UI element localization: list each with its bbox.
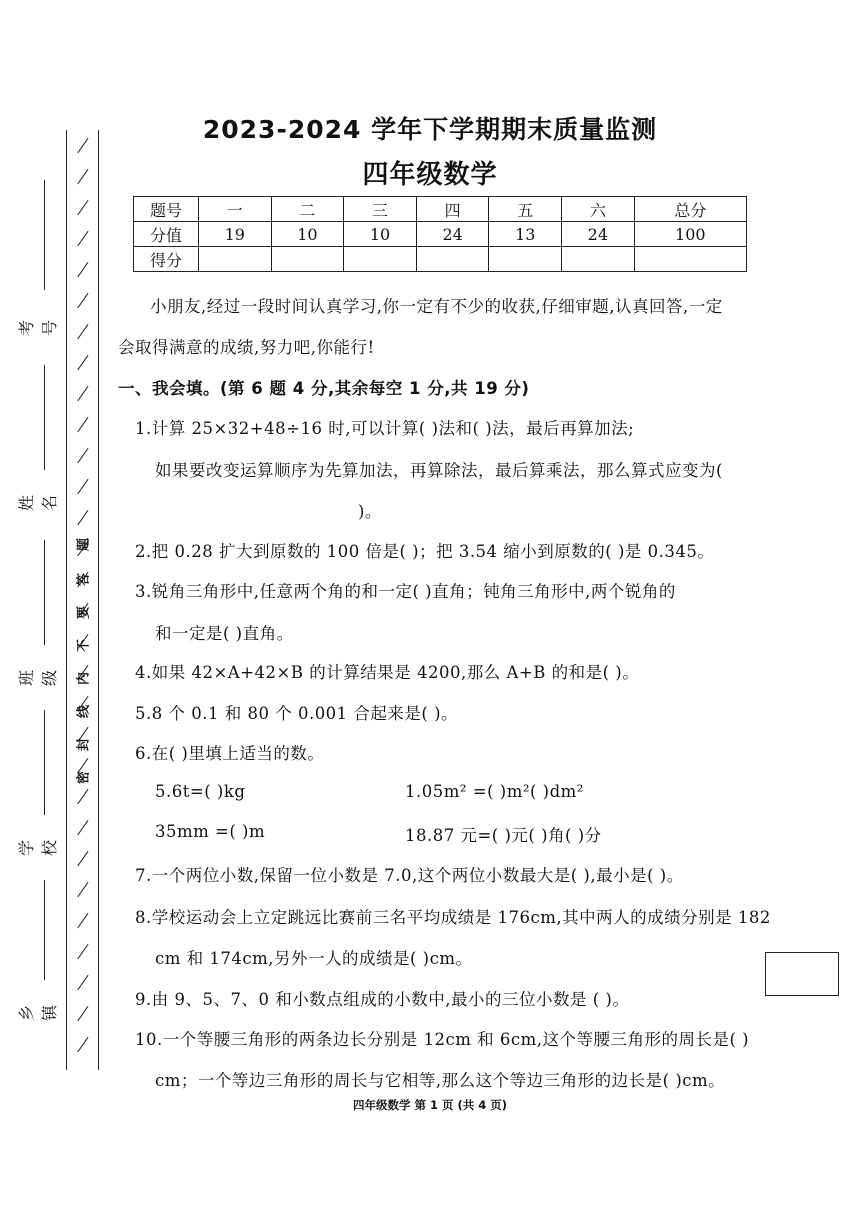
seal-char: 题 — [76, 538, 92, 552]
question-8-line-1: 8.学校运动会上立定跳远比赛前三名平均成绩是 176cm,其中两人的成绩分别是 182 — [135, 908, 771, 927]
table-cell: 19 — [199, 222, 272, 247]
score-input-cell[interactable] — [199, 247, 272, 272]
binding-line-right — [98, 130, 99, 1070]
town-label: 乡镇 — [17, 1005, 59, 1022]
table-cell: 六 — [562, 197, 635, 222]
table-cell: 得分 — [134, 247, 199, 272]
name-blank — [44, 365, 45, 470]
seal-char: 密 — [76, 771, 92, 785]
table-cell: 五 — [489, 197, 562, 222]
table-row-points — [134, 222, 747, 247]
score-input-cell[interactable] — [344, 247, 417, 272]
binding-slash — [77, 510, 88, 525]
table-cell: 题号 — [134, 197, 199, 222]
seal-char: 不 — [76, 639, 92, 653]
table-cell: 10 — [344, 222, 417, 247]
binding-slash — [77, 417, 88, 432]
table-row-question-number — [134, 197, 747, 222]
question-4: 4.如果 42×A+42×B 的计算结果是 4200,那么 A+B 的和是( )。 — [135, 663, 640, 682]
question-8-line-2: cm 和 174cm,另外一人的成绩是( )cm。 — [155, 949, 473, 968]
binding-slash — [77, 448, 88, 463]
class-label: 班级 — [17, 670, 59, 687]
binding-slash — [77, 386, 88, 401]
table-cell: 13 — [489, 222, 562, 247]
seal-char: 封 — [76, 738, 92, 752]
binding-slash — [77, 1037, 88, 1052]
question-2: 2.把 0.28 扩大到原数的 100 倍是( )；把 3.54 缩小到原数的( )是 0.345。 — [135, 542, 715, 561]
score-table — [133, 196, 747, 272]
binding-slash — [77, 1006, 88, 1021]
table-cell: 10 — [271, 222, 344, 247]
score-input-cell[interactable] — [562, 247, 635, 272]
binding-slash — [77, 200, 88, 215]
school-label: 学校 — [17, 840, 59, 857]
score-input-cell[interactable] — [271, 247, 344, 272]
table-cell: 三 — [344, 197, 417, 222]
table-row-score — [134, 247, 747, 272]
grader-score-box[interactable] — [765, 952, 839, 996]
question-3-line-1: 3.锐角三角形中,任意两个角的和一定( )直角；钝角三角形中,两个锐角的 — [135, 582, 676, 601]
school-blank — [44, 710, 45, 815]
name-label: 姓名 — [17, 495, 59, 512]
question-6-item-4: 18.87 元=( )元( )角( )分 — [405, 826, 602, 845]
exam-title: 2023-2024 学年下学期期末质量监测 — [202, 115, 658, 144]
question-10-line-2: cm；一个等边三角形的周长与它相等,那么这个等边三角形的边长是( )cm。 — [155, 1071, 726, 1090]
binding-slash — [77, 262, 88, 277]
seal-char: 要 — [76, 606, 92, 620]
exam-number-blank — [44, 180, 45, 290]
exam-subtitle: 四年级数学 — [362, 160, 498, 190]
exam-number-label: 考号 — [17, 320, 59, 337]
question-6-item-1: 5.6t=( )kg — [155, 782, 246, 801]
seal-char: 线 — [76, 705, 92, 719]
binding-slash — [77, 293, 88, 308]
table-cell: 24 — [416, 222, 489, 247]
binding-line-left — [66, 130, 67, 1070]
binding-slash — [77, 324, 88, 339]
section-1-title: 一、我会填。(第 6 题 4 分,其余每空 1 分,共 19 分) — [118, 379, 530, 398]
score-input-cell[interactable] — [489, 247, 562, 272]
binding-slash — [77, 355, 88, 370]
table-cell: 四 — [416, 197, 489, 222]
binding-slash — [77, 944, 88, 959]
intro-line-1: 小朋友,经过一段时间认真学习,你一定有不少的收获,仔细审题,认真回答,一定 — [150, 297, 723, 316]
question-6: 6.在( )里填上适当的数。 — [135, 744, 325, 763]
page-footer: 四年级数学 第 1 页 (共 4 页) — [352, 1098, 508, 1112]
binding-slash — [77, 975, 88, 990]
intro-line-2: 会取得满意的成绩,努力吧,你能行! — [118, 338, 375, 357]
binding-slash — [77, 231, 88, 246]
table-cell: 分值 — [134, 222, 199, 247]
town-blank — [44, 880, 45, 980]
question-6-item-3: 35mm =( )m — [155, 822, 266, 841]
question-1-line-3: )。 — [358, 502, 382, 521]
table-cell: 一 — [199, 197, 272, 222]
table-cell: 二 — [271, 197, 344, 222]
binding-slash — [77, 913, 88, 928]
question-7: 7.一个两位小数,保留一位小数是 7.0,这个两位小数最大是( ),最小是( )。 — [135, 866, 684, 885]
question-3-line-2: 和一定是( )直角。 — [155, 624, 294, 643]
binding-slash — [77, 882, 88, 897]
seal-char: 答 — [76, 573, 92, 587]
seal-char: 内 — [76, 672, 92, 686]
score-input-cell[interactable] — [416, 247, 489, 272]
class-blank — [44, 540, 45, 645]
binding-slash — [77, 789, 88, 804]
question-1-line-1: 1.计算 25×32+48÷16 时,可以计算( )法和( )法，最后再算加法; — [135, 419, 635, 438]
binding-slash — [77, 479, 88, 494]
question-9: 9.由 9、5、7、0 和小数点组成的小数中,最小的三位小数是 ( )。 — [135, 990, 630, 1009]
question-10-line-1: 10.一个等腰三角形的两条边长分别是 12cm 和 6cm,这个等腰三角形的周长是( ) — [135, 1030, 750, 1049]
table-cell: 100 — [634, 222, 746, 247]
score-input-cell[interactable] — [634, 247, 746, 272]
table-cell: 总分 — [634, 197, 746, 222]
question-5: 5.8 个 0.1 和 80 个 0.001 合起来是( )。 — [135, 704, 459, 723]
table-cell: 24 — [562, 222, 635, 247]
binding-slash — [77, 851, 88, 866]
question-6-item-2: 1.05m² =( )m²( )dm² — [405, 782, 584, 801]
question-1-line-2: 如果要改变运算顺序为先算加法，再算除法，最后算乘法，那么算式应变为( — [155, 461, 723, 480]
binding-slash — [77, 820, 88, 835]
